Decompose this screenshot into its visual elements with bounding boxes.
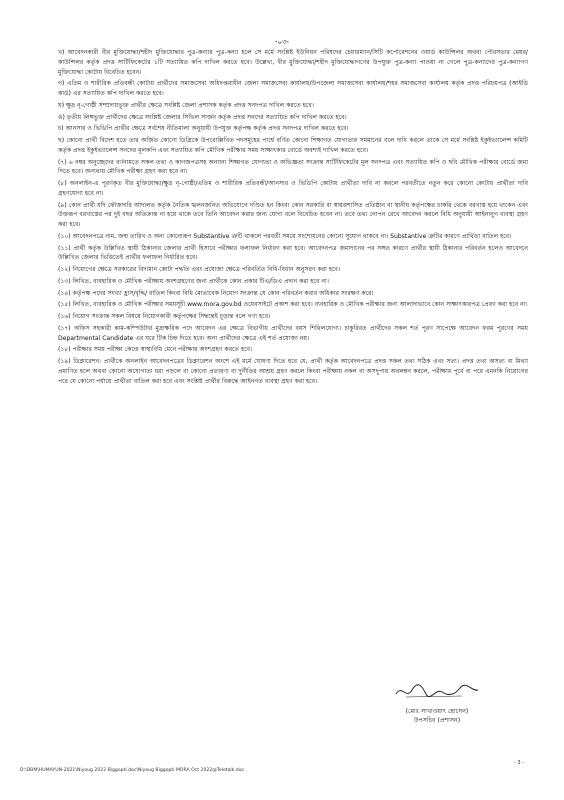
signature-image	[392, 680, 482, 702]
page-number-top: -০৩-	[274, 38, 290, 46]
paragraph-cha: চ) আনসার ও ভিডিপি প্রার্থীর ক্ষেত্রে সর্বশেষ নীতিমালা অনুযায়ী উপযুক্ত কর্তৃপক্ষ কর্তৃক প্রদত্ত সনদপত্র দাখিল করতে হবে।	[58, 125, 349, 133]
signature-block	[382, 680, 492, 725]
paragraph-10: (১০) আবেদনপত্রে নাম, জন্ম তারিখ ও অন্য কোনোরূপ Substantive ত্রুটি থাকলে পরবর্তী সময়ে সংশোধনের কোনো সুযোগ থাকবে না। Substantive ত্রুটির কারণে প্রার্থিতা বাতিল হবে।	[58, 232, 512, 240]
paragraph-uma: ঙ) তৃতীয় লিঙ্গভুক্ত প্রার্থীদের ক্ষেত্রে সংশ্লিষ্ট জেলার সিভিল সার্জন কর্তৃক প্রদত্ত সনদের সত্যায়িত কপি দাখিল করতে হবে।	[58, 113, 347, 121]
paragraph-9: (৯) কোন প্রার্থী যদি ফৌজদারি আদালত কর্তৃক নৈতিক স্খলনজনিত অভিযোগে দণ্ডিত হন কিংবা কোন সরকারি বা স্বায়ত্তশাসিত প্রতিষ্ঠান বা স্থানীয় কর্তৃপক্ষের চাকরি থেকে বরখাস্ত হয়ে থাকেন এবং উক্তরূপ বরখাস্তের পর দুই বছর অতিক্রান্ত না হয়ে থাকে তবে তিনি আবেদন করার জন্য যোগ্য বলে বিবেচিত হবেন না। তবে তথ্য গোপন রেখে আবেদন করলে বিধি অনুযায়ী আইনানুগ ব্যবস্থা গ্রহণ করা হবে।	[58, 201, 528, 228]
paragraph-11: (১১) প্রার্থী কর্তৃক উল্লিখিত স্থায়ী ঠিকানার জেলার প্রার্থী হিসাবে পরীক্ষার ফলাফল নির্ধারণ করা হবে। আবেদনপত্র জমাদানের পর সঙ্গত কারণে প্রার্থীর স্থায়ী ঠিকানার পরিবর্তন হলেও আবেদনে উল্লিখিত জেলার ভিত্তিতেই প্রার্থীর ফলাফল নির্ধারিত হবে।	[58, 244, 528, 262]
paragraph-8: (৮) অনলাইন-এ পূরণকৃত বীর মুক্তিযোদ্ধা/ক্ষুদ্র নৃ-গোষ্ঠী/এতিম ও শারীরিক প্রতিবন্ধী/আনসার ও ভিডিপি কোটায় প্রার্থীতা দাবি না করলে পরবর্তীতে নতুন করে কোনো কোটায় প্রার্থীতা দাবি গ্রহণযোগ্য হবে না।	[58, 180, 528, 197]
paragraph-16: (১৬) নিয়োগ সংক্রান্ত সকল বিষয়ে নিয়োগকারী কর্তৃপক্ষের সিদ্ধান্তই চূড়ান্ত বলে গণ্য হবে।	[58, 313, 271, 320]
paragraph-13: (১৩) লিখিত, ব্যবহারিক ও মৌখিক পরীক্ষায় অংশগ্রহণের জন্য প্রার্থীকে কোন প্রকার টিএ/ডিএ প্রদান করা হবে না।	[58, 277, 329, 285]
footer-file-path: D:\DBM\HUMAYUN-2021\Niyoug 2022 Biggopti.doc\Niyoug Biggopti MORA Oct 2022@Teletalk.doc	[20, 768, 245, 773]
paragraph-15: (১৫) লিখিত, ব্যবহারিক ও মৌখিক পরীক্ষার সময়সূচী www.mora.gov.bd ওয়েবসাইটে প্রকাশ করা হবে। ব্যবহারিক ও মৌখিক পরীক্ষার জন্য আলাদাভাবে কোন সাক্ষাৎকারপত্র প্রেরণ করা হবে না।	[58, 301, 528, 309]
footer-page-number: - 3 -	[514, 760, 524, 766]
paragraph-17: (১৭) অফিস সহকারী কাম-কম্পিউটার মুদ্রাক্ষরিক পদে আবেদন এর ক্ষেত্রে বিভাগীয় প্রার্থীদের বয়স শিথিলযোগ্য। চাকুরিরত প্রার্থীদের সকল শর্ত পূরণ সাপেক্ষে আবেদন ফরম পূরণের সময় Departmental Candidate এর ঘরে টিক চিহ্ন দিতে হবে। অন্য প্রার্থীদের ক্ষেত্রে এই শর্ত প্রযোজ্য নয়।	[58, 324, 528, 342]
paragraph-ga: গ) এতিম ও শারীরিক প্রতিবন্ধী কোটায় প্রার্থীদের সমাজসেবা অধিদপ্তরাধীন জেলা সমাজসেবা কার্যালয়/উপজেলা সমাজসেবা কার্যালয়/শহর সমাজসেবা কার্যালয় কর্তৃক প্রদত্ত পরিচয়পত্র (আইডি কার্ড) এর সত্যায়িত কপি দাখিল করতে হবে।	[58, 80, 528, 97]
signatory-designation: উপসচিব (প্রশাসন)	[413, 717, 461, 724]
paragraph-gha: ঘ) ক্ষুদ্র নৃ-গোষ্ঠী সম্প্রদায়ভুক্ত প্রার্থীর ক্ষেত্রে সংশ্লিষ্ট জেলা প্রশাসক কর্তৃক প্রদত্ত সনদপত্র দাখিল করতে হবে।	[58, 101, 314, 109]
paragraph-18: (১৮) পরীক্ষার সময় পরীক্ষা কেন্দ্রে স্বাস্থ্যবিধি মেনে পরীক্ষায় অংশগ্রহণ করতে হবে।	[58, 346, 253, 354]
paragraph-12: (১২) নিয়োগের ক্ষেত্রে সরকারের বিদ্যমান কোটা পদ্ধতি এবং প্রযোজ্য ক্ষেত্রে পরিবর্তিত বিধি-বিধান অনুসরণ করা হবে।	[58, 266, 341, 273]
paragraph-14: (১৪) কর্তৃপক্ষ পদের সংখ্যা হ্রাস/বৃদ্ধি/ বাতিল কিংবা বিধি মোতাবেক নিয়োগ সংক্রান্ত যে কোন পরিবর্তন করার অধিকার সংরক্ষণ করে।	[58, 289, 374, 297]
paragraph-7: (৭) ৬ নম্বর অনুচ্ছেদের বর্ণনামতে সকল তথ্য ও কাগজপত্রসহ অন্যান্য শিক্ষাগত যোগ্যতা ও অভিজ্ঞতা সংক্রান্ত সার্টিফিকেটের মূল সনদপত্র এবং সত্যায়িত কপি ও ছবি মৌখিক পরীক্ষার বোর্ডে জমা দিতে হবে। অন্যথায় মৌখিক পরীক্ষা গ্রহণ করা হবে না।	[58, 158, 528, 176]
paragraph-19-declaration: (১৯) ডিক্লারেশন: প্রার্থীকে অনলাইন আবেদনপত্রের ডিক্লারেশন অংশে এই মর্মে ঘোষণা দিতে হবে যে, প্রার্থী কর্তৃক আবেদনপত্রে প্রদত্ত সকল তথ্য সঠিক এবং সত্য। প্রদত্ত তথ্য অসত্য বা মিথ্যা প্রমাণিত হলে অথবা কোনো অযোগ্যতা ধরা পড়লে বা কোনো প্রতারণা বা দুর্নীতির আশ্রয় গ্রহণ করলে কিংবা পরীক্ষায় নকল বা অসদুপায় অবলম্বন করলে, পরীক্ষার পূর্বে বা পরে এমনকি নিয়োগের পরে যে কোনো পর্যায়ে প্রার্থীতা বাতিল করা হবে এবং সংশ্লিষ্ট প্রার্থীর বিরুদ্ধে আইনগত ব্যবস্থা গ্রহণ করা হবে।	[58, 358, 528, 385]
paragraph-chha: ছ) কোনো প্রার্থী বিদেশ হতে তার অর্জিত কোনো ডিগ্রিকে উপরোল্লিখিত পদসমূহের পার্শ্বে বর্ণিত কোনো শিক্ষাগত যোগ্যতার সমমানের বলে দাবি করলে তাকে সে মর্মে সংশ্লিষ্ট ইকুইভ্যালেন্স কমিটি কর্তৃক প্রদত্ত ইকুইভ্যালেন্স সনদের মূলকপি এবং সত্যায়িত কপি মৌখিক পরীক্ষার সময় সাক্ষাৎকার বোর্ডে অবশ্যই দাখিল করতে হবে।	[58, 137, 528, 154]
document-body	[58, 48, 528, 388]
paragraph-kha: খ) আবেদনকারী বীর মুক্তিযোদ্ধা/শহীদ মুক্তিযোদ্ধার পুত্র-কন্যার পুত্র-কন্যা হলে সে মর্মে সংশ্লিষ্ট ইউনিয়ন পরিষদের চেয়ারম্যান/সিটি কর্পোরেশনের ওয়ার্ড কাউন্সিলর অথবা পৌরসভার মেয়র/কাউন্সিলর কর্তৃক প্রদত্ত সার্টিফিকেটের ১টি সত্যায়িত কপি দাখিল করতে হবে। উল্লেখ্য, বীর মুক্তিযোদ্ধা/শহীদ মুক্তিযোদ্ধাগণের উপযুক্ত পুত্র-কন্যা পাওয়া না গেলে পুত্র-কন্যাদের পুত্র-কন্যাগণ মুক্তিযোদ্ধা কোটায় বিবেচিত হবেন।	[58, 49, 528, 76]
signatory-name: (মোঃ সাখাওয়াৎ হোসেন)	[405, 708, 469, 715]
